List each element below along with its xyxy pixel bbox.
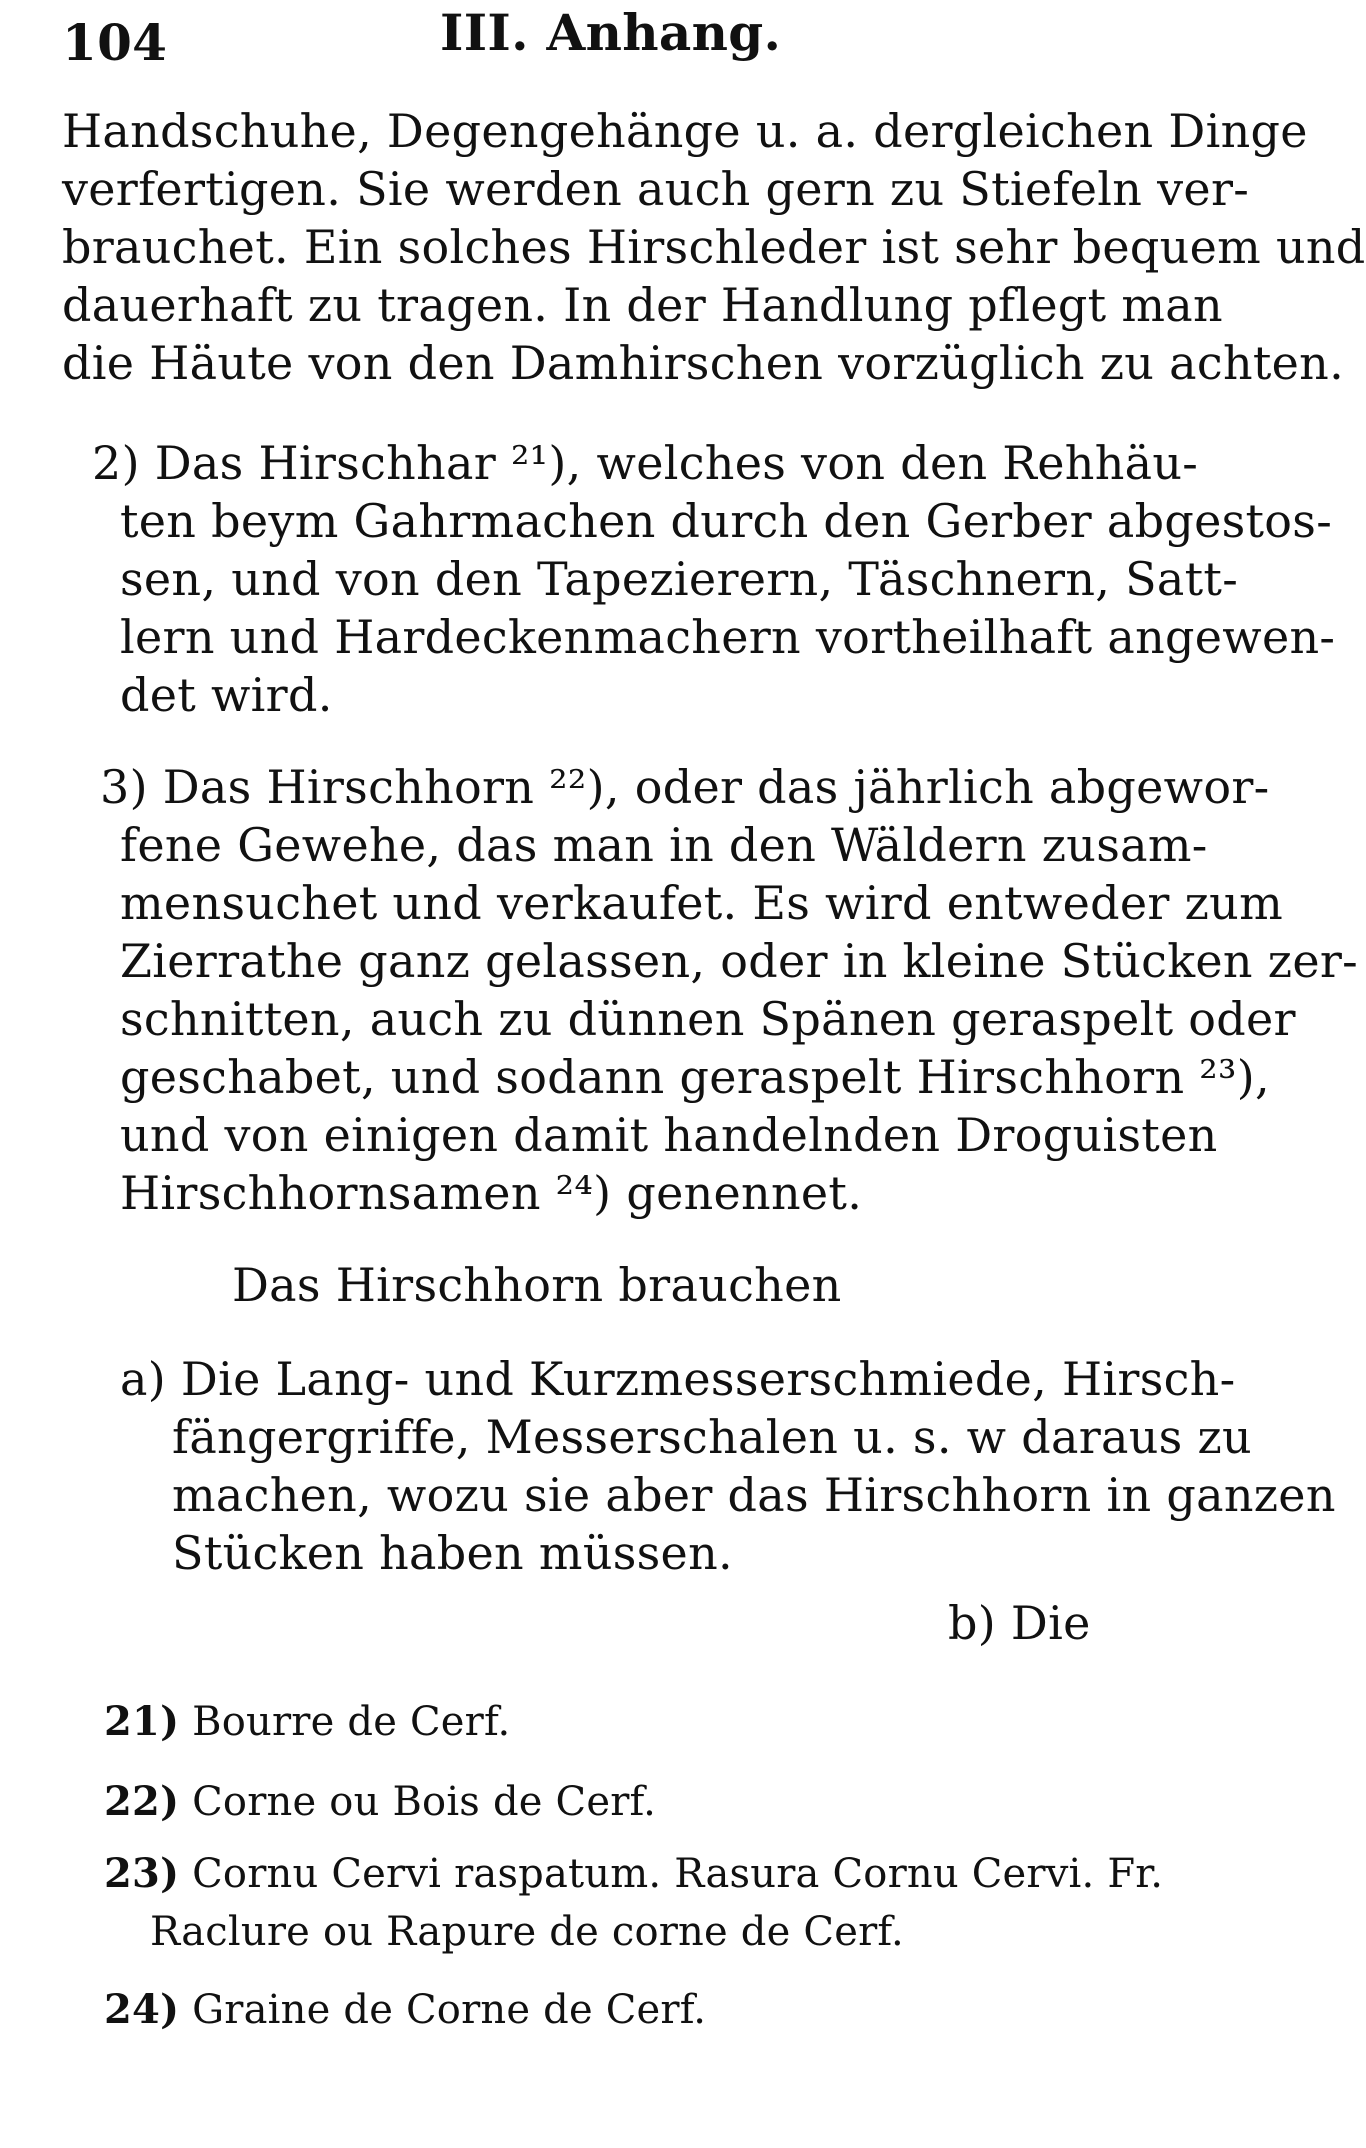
footnote-number: 21) xyxy=(104,1698,180,1745)
footnote-number: 23) xyxy=(104,1850,180,1897)
list-item-line: schnitten, auch zu dünnen Spänen geraspelt oder xyxy=(120,992,1296,1046)
footnote xyxy=(104,1986,707,2033)
footnote-text: Raclure ou Rapure de corne de Cerf. xyxy=(150,1909,904,1955)
footnote xyxy=(104,1698,511,1745)
body-line: Handschuhe, Degengehänge u. a. dergleichen Dinge xyxy=(62,104,1308,158)
list-item-line: a) Die Lang- und Kurzmesserschmiede, Hirsch- xyxy=(120,1352,1236,1406)
footnote-text: Bourre de Cerf. xyxy=(192,1699,511,1745)
list-item-line: ten beym Gahrmachen durch den Gerber abgestos- xyxy=(120,494,1333,548)
body-line: verfertigen. Sie werden auch gern zu Stiefeln ver- xyxy=(62,162,1250,216)
body-line: die Häute von den Damhirschen vorzüglich zu achten. xyxy=(62,336,1345,390)
section-subheading: Das Hirschhorn brauchen xyxy=(232,1258,842,1312)
footnote-text: Cornu Cervi raspatum. Rasura Cornu Cervi. Fr. xyxy=(192,1851,1164,1897)
list-item-line: sen, und von den Tapezierern, Täschnern, Satt- xyxy=(120,552,1239,606)
page-number: 104 xyxy=(62,13,168,72)
list-item-line: 2) Das Hirschhar ²¹), welches von den Rehhäu- xyxy=(92,436,1199,490)
list-item-line: det wird. xyxy=(120,668,333,722)
body-line: brauchet. Ein solches Hirschleder ist sehr bequem und xyxy=(62,220,1366,274)
footnote xyxy=(104,1850,1164,1897)
list-item-line: und von einigen damit handelnden Droguisten xyxy=(120,1108,1218,1162)
list-item-line: Hirschhornsamen ²⁴) genennet. xyxy=(120,1166,863,1220)
list-item-line: Zierrathe ganz gelassen, oder in kleine Stücken zer- xyxy=(120,934,1358,988)
footnote-text: Graine de Corne de Cerf. xyxy=(192,1987,707,2033)
list-item-line: Stücken haben müssen. xyxy=(172,1526,733,1580)
footnote-number: 24) xyxy=(104,1986,180,2033)
footnote-text: Corne ou Bois de Cerf. xyxy=(192,1779,657,1825)
body-line: dauerhaft zu tragen. In der Handlung pflegt man xyxy=(62,278,1223,332)
list-item-line: 3) Das Hirschhorn ²²), oder das jährlich abgewor- xyxy=(100,760,1270,814)
list-item-line: lern und Hardeckenmachern vortheilhaft angewen- xyxy=(120,610,1336,664)
list-item-line: fene Gewehe, das man in den Wäldern zusam- xyxy=(120,818,1208,872)
footnote-number: 22) xyxy=(104,1778,180,1825)
list-item-line: mensuchet und verkaufet. Es wird entweder zum xyxy=(120,876,1283,930)
footnote xyxy=(104,1778,657,1825)
list-item-line: geschabet, und sodann geraspelt Hirschhorn ²³), xyxy=(120,1050,1270,1104)
list-item-line: machen, wozu sie aber das Hirschhorn in ganzen xyxy=(172,1468,1336,1522)
running-title: III. Anhang. xyxy=(440,3,782,62)
catchword: b) Die xyxy=(948,1596,1091,1650)
footnote-continuation xyxy=(150,1909,904,1955)
list-item-line: fängergriffe, Messerschalen u. s. w daraus zu xyxy=(172,1410,1252,1464)
